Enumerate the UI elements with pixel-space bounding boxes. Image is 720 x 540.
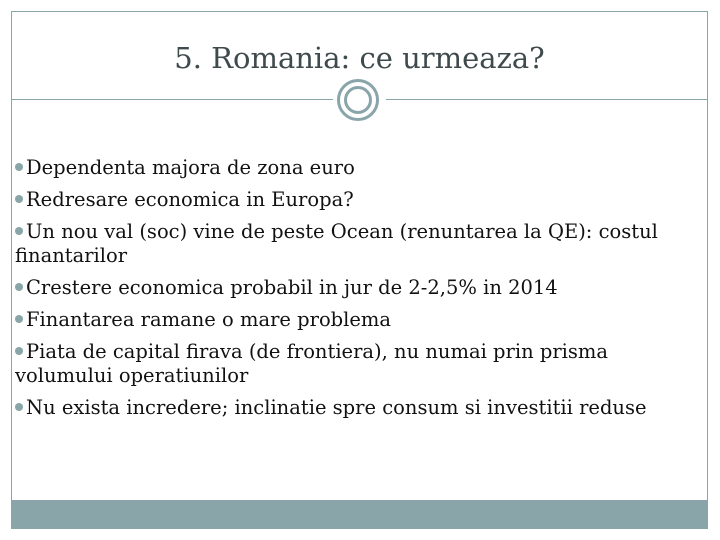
bullet-item (15, 188, 695, 212)
bullet-item (15, 340, 695, 388)
bullet-item (15, 308, 695, 332)
bullet-list (15, 156, 695, 428)
bullet-dot-icon (15, 403, 23, 411)
title-divider-right (386, 99, 708, 100)
bullet-item (15, 156, 695, 180)
footer-bar (11, 500, 708, 529)
bullet-text: Un nou val (soc) vine de peste Ocean (renuntarea la QE): costul finantarilor (15, 220, 658, 267)
bullet-item (15, 276, 695, 300)
bullet-dot-icon (15, 163, 23, 171)
ring-ornament-icon (337, 79, 379, 121)
ring-ornament-inner (344, 86, 372, 114)
bullet-text: Dependenta majora de zona euro (26, 156, 355, 179)
bullet-dot-icon (15, 315, 23, 323)
bullet-item (15, 396, 695, 420)
bullet-text: Redresare economica in Europa? (26, 188, 354, 211)
bullet-dot-icon (15, 227, 23, 235)
slide-title: 5. Romania: ce urmeaza? (174, 41, 545, 75)
title-divider-left (11, 99, 333, 100)
bullet-text: Finantarea ramane o mare problema (26, 308, 392, 331)
bullet-dot-icon (15, 347, 23, 355)
bullet-text: Piata de capital firava (de frontiera), nu numai prin prisma volumului operatiunilor (15, 340, 609, 387)
bullet-text: Crestere economica probabil in jur de 2-2,5% in 2014 (26, 276, 558, 299)
bullet-dot-icon (15, 283, 23, 291)
bullet-dot-icon (15, 195, 23, 203)
bullet-item (15, 220, 695, 268)
bullet-text: Nu exista incredere; inclinatie spre consum si investitii reduse (26, 396, 647, 419)
